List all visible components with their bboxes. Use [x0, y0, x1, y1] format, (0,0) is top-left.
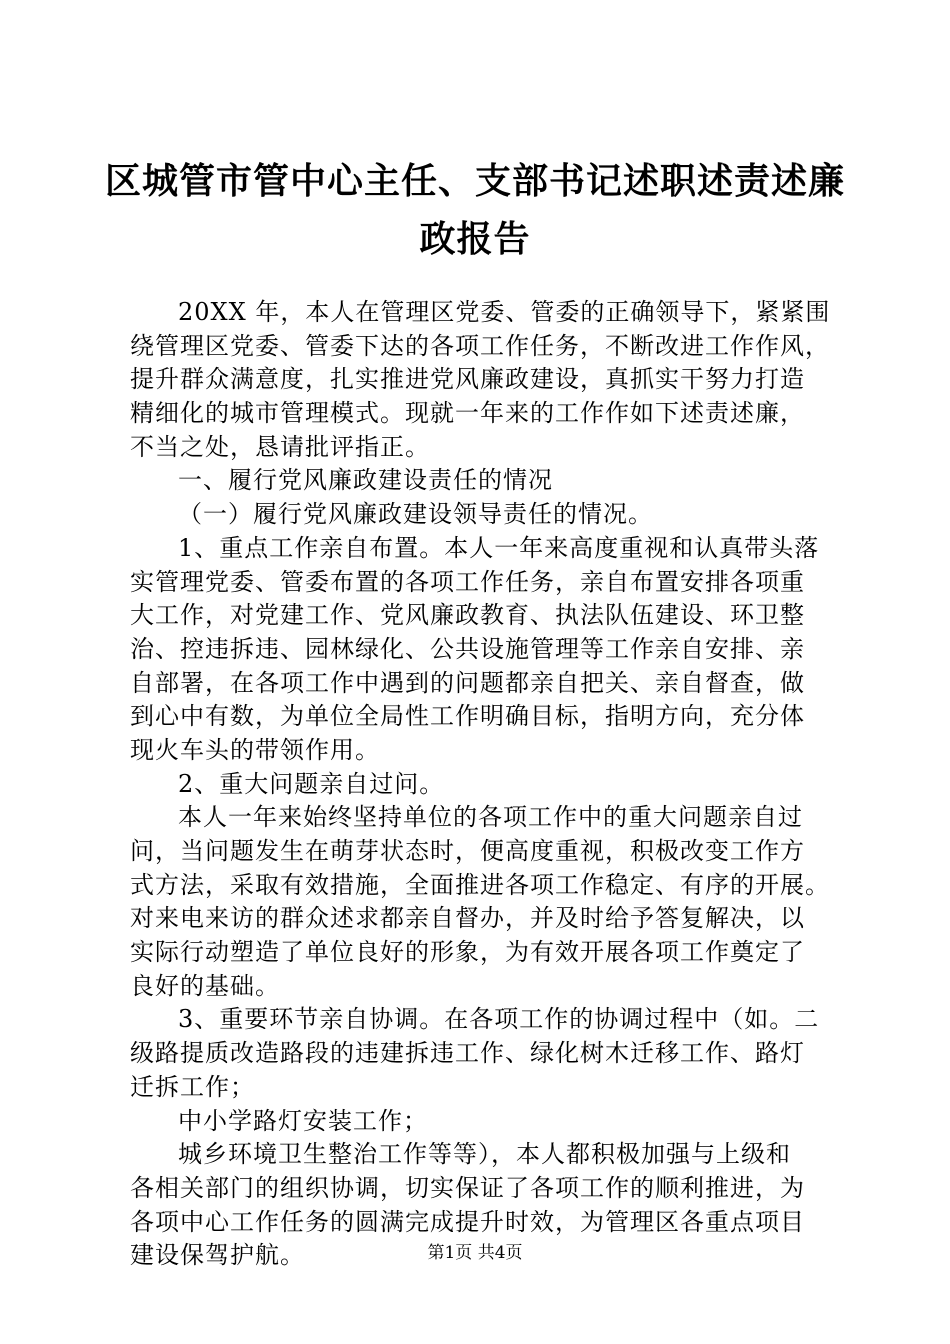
body-line: 治、控违拆违、园林绿化、公共设施管理等工作亲自安排、亲: [130, 634, 805, 663]
body-line: 城乡环境卫生整治工作等等），本人都积极加强与上级和: [178, 1140, 791, 1169]
body-line: 3、重要环节亲自协调。在各项工作的协调过程中（如。二: [178, 1005, 820, 1034]
body-line: 不当之处，恳请批评指正。: [130, 432, 430, 461]
section-heading: 一、履行党风廉政建设责任的情况: [178, 466, 553, 495]
document-body: [130, 296, 840, 1273]
body-line: 20XX 年，本人在管理区党委、管委的正确领导下，紧紧围: [178, 298, 831, 326]
body-line: 实管理党委、管委布置的各项工作任务，亲自布置安排各项重: [130, 567, 805, 596]
body-line: 各项中心工作任务的圆满完成提升时效，为管理区各重点项目: [130, 1207, 805, 1236]
body-line: 大工作，对党建工作、党风廉政教育、执法队伍建设、环卫整: [130, 601, 805, 630]
body-line: 自部署，在各项工作中遇到的问题都亲自把关、亲自督查，做: [130, 668, 805, 697]
body-line: 迁拆工作；: [130, 1072, 255, 1101]
body-line: 2、重大问题亲自过问。: [178, 769, 445, 798]
body-line: 问，当问题发生在萌芽状态时，便高度重视，积极改变工作方: [130, 837, 805, 865]
body-line: 绕管理区党委、管委下达的各项工作任务，不断改进工作作风，: [130, 331, 830, 360]
body-line: 各相关部门的组织协调，切实保证了各项工作的顺利推进，为: [130, 1173, 805, 1202]
body-line: 精细化的城市管理模式。现就一年来的工作作如下述责述廉，: [130, 399, 805, 428]
document-title-line-1: 区城管市管中心主任、支部书记述职述责述廉: [104, 161, 845, 202]
body-line: 良好的基础。: [130, 971, 280, 1000]
body-line: 对来电来访的群众述求都亲自督办，并及时给予答复解决，以: [130, 904, 805, 933]
subsection-heading: （一）履行党风廉政建设领导责任的情况。: [178, 500, 653, 529]
body-line: 实际行动塑造了单位良好的形象，为有效开展各项工作奠定了: [130, 938, 805, 967]
body-line: 中小学路灯安装工作；: [178, 1106, 428, 1135]
body-line: 现火车头的带领作用。: [130, 735, 380, 764]
body-line: 级路提质改造路段的违建拆违工作、绿化树木迁移工作、路灯: [130, 1039, 805, 1068]
page-number-footer: 第1页 共4页: [427, 1243, 523, 1263]
body-line: 提升群众满意度，扎实推进党风廉政建设，真抓实干努力打造: [130, 365, 805, 394]
body-line: 1、重点工作亲自布置。本人一年来高度重视和认真带头落: [178, 533, 820, 562]
body-line: 建设保驾护航。: [130, 1241, 305, 1270]
document-title-line-2: 政报告: [419, 219, 531, 260]
body-line: 到心中有数，为单位全局性工作明确目标，指明方向，充分体: [130, 702, 805, 731]
body-line: 本人一年来始终坚持单位的各项工作中的重大问题亲自过: [178, 803, 803, 832]
body-line: 式方法，采取有效措施，全面推进各项工作稳定、有序的开展。: [130, 870, 830, 899]
